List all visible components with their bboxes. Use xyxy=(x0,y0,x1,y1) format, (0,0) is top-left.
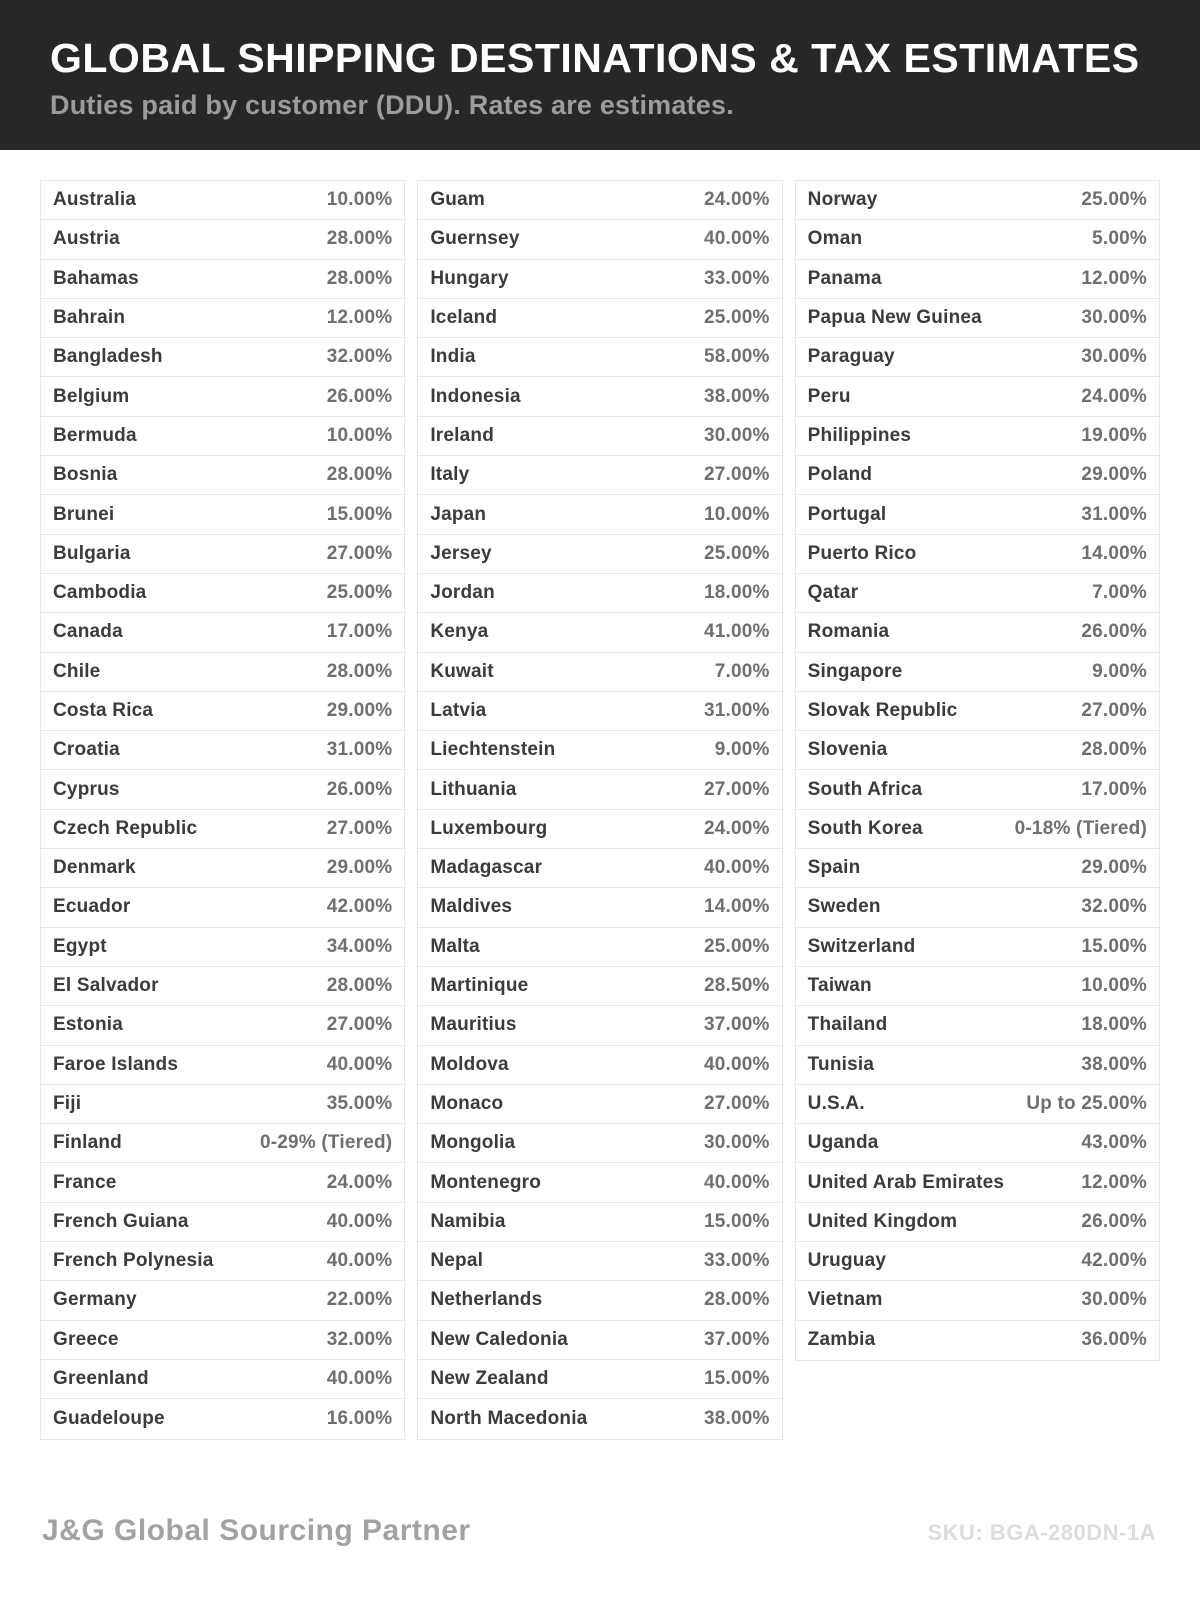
table-row xyxy=(41,260,404,299)
country-name: Jordan xyxy=(430,582,495,604)
country-name: Iceland xyxy=(430,307,498,329)
country-name: South Africa xyxy=(807,778,923,800)
table-row xyxy=(418,1163,781,1202)
tax-rate: 10.00% xyxy=(704,503,770,525)
country-name: Monaco xyxy=(430,1092,504,1114)
country-name: Nepal xyxy=(430,1250,484,1272)
sku-label: SKU: BGA-280DN-1A xyxy=(927,1520,1156,1545)
tax-rate: 15.00% xyxy=(1081,935,1147,957)
country-name: Martinique xyxy=(430,975,529,997)
country-name: Madagascar xyxy=(430,857,543,879)
country-name: India xyxy=(430,346,476,368)
country-name: Singapore xyxy=(807,660,903,682)
tax-rate: 29.00% xyxy=(326,857,393,879)
country-name: Cambodia xyxy=(53,582,147,604)
tax-rate: 10.00% xyxy=(1081,975,1147,997)
country-name: Costa Rica xyxy=(53,700,154,721)
country-name: Brunei xyxy=(53,503,115,525)
table-row xyxy=(418,377,781,416)
country-name: Australia xyxy=(53,189,137,211)
table-row xyxy=(796,928,1159,967)
tax-rate: 0-29% (Tiered) xyxy=(259,1132,393,1154)
country-name: South Korea xyxy=(807,817,923,839)
page-header xyxy=(0,0,1200,150)
table-row xyxy=(418,417,781,456)
table-row xyxy=(41,731,404,770)
country-name: Denmark xyxy=(53,857,136,879)
table-row xyxy=(41,1046,404,1085)
country-name: Germany xyxy=(53,1289,137,1311)
country-name: Tunisia xyxy=(807,1053,875,1075)
table-row xyxy=(418,181,781,220)
tax-rate: 15.00% xyxy=(704,1368,770,1390)
tax-rate: 40.00% xyxy=(326,1210,393,1232)
table-row xyxy=(41,456,404,495)
tax-rate: 30.00% xyxy=(1081,1289,1147,1311)
table-row xyxy=(41,1124,404,1163)
country-name: Czech Republic xyxy=(53,817,198,839)
table-row xyxy=(796,456,1159,495)
table-row xyxy=(418,495,781,534)
tax-rate: 26.00% xyxy=(326,778,393,800)
tax-rate: 31.00% xyxy=(326,739,393,761)
tax-rate: 15.00% xyxy=(326,503,393,525)
table-row xyxy=(41,653,404,692)
page-title: GLOBAL SHIPPING DESTINATIONS & TAX ESTIMATES xyxy=(50,35,1140,81)
country-name: United Arab Emirates xyxy=(807,1171,1005,1193)
tax-rate: 27.00% xyxy=(704,778,770,800)
tax-rate: 35.00% xyxy=(326,1092,393,1114)
tax-rate: 42.00% xyxy=(1081,1250,1147,1272)
tax-rate: 25.00% xyxy=(704,542,770,564)
table-row xyxy=(418,299,781,338)
tax-rate: 27.00% xyxy=(704,1092,770,1114)
table-row xyxy=(41,299,404,338)
country-name: Zambia xyxy=(807,1329,876,1351)
table-row xyxy=(418,888,781,927)
tax-rate: 25.00% xyxy=(704,935,770,957)
table-row xyxy=(418,338,781,377)
country-name: Mongolia xyxy=(430,1132,516,1154)
tax-rate: 40.00% xyxy=(326,1368,393,1390)
tax-rate: 7.00% xyxy=(714,660,770,682)
tax-rate: 29.00% xyxy=(1081,464,1147,486)
tax-rate: 38.00% xyxy=(1081,1053,1147,1075)
tax-rate: 17.00% xyxy=(326,621,393,643)
table-row xyxy=(41,692,404,731)
tax-rate: 12.00% xyxy=(326,307,393,329)
tax-rate: 40.00% xyxy=(704,857,770,879)
tax-rate: 34.00% xyxy=(326,935,393,957)
tax-rate: 29.00% xyxy=(1081,857,1147,879)
country-name: Bahrain xyxy=(53,307,126,329)
table-row xyxy=(41,1203,404,1242)
country-name: Bangladesh xyxy=(53,346,163,368)
table-row xyxy=(796,1124,1159,1163)
country-name: Montenegro xyxy=(430,1171,542,1193)
country-name: Austria xyxy=(53,228,120,250)
country-name: Cyprus xyxy=(53,778,120,800)
country-name: El Salvador xyxy=(53,975,159,997)
tax-rate: 14.00% xyxy=(1081,542,1147,564)
table-row xyxy=(41,495,404,534)
tax-rate: 28.00% xyxy=(704,1289,770,1311)
table-row xyxy=(796,338,1159,377)
table-row xyxy=(418,1203,781,1242)
tax-rate: 28.50% xyxy=(704,975,770,997)
country-name: Guernsey xyxy=(430,228,520,250)
tax-rate: 41.00% xyxy=(704,621,770,643)
country-name: Switzerland xyxy=(807,935,916,957)
brand-name: J&G Global Sourcing Partner xyxy=(42,1514,471,1547)
tax-rate: 31.00% xyxy=(1081,503,1147,525)
tax-rate: 28.00% xyxy=(326,975,393,997)
tax-rate: 40.00% xyxy=(326,1053,393,1075)
tax-rate: 40.00% xyxy=(326,1250,393,1272)
table-row xyxy=(796,810,1159,849)
tax-rate: 26.00% xyxy=(326,385,393,407)
tax-rate: 14.00% xyxy=(704,896,770,918)
country-name: Puerto Rico xyxy=(807,542,917,564)
country-name: Paraguay xyxy=(807,346,895,368)
table-row xyxy=(418,260,781,299)
tax-rate: 27.00% xyxy=(704,464,770,486)
table-row xyxy=(41,810,404,849)
country-name: Kenya xyxy=(430,621,489,643)
country-name: Kuwait xyxy=(430,660,494,682)
country-name: North Macedonia xyxy=(430,1407,588,1429)
table-row xyxy=(418,1006,781,1045)
country-name: Egypt xyxy=(53,935,107,957)
country-name: Slovak Republic xyxy=(807,700,958,721)
tax-rate: 28.00% xyxy=(326,464,393,486)
country-name: United Kingdom xyxy=(807,1210,958,1232)
tax-rate-table xyxy=(40,180,1160,1440)
table-row xyxy=(41,338,404,377)
table-row xyxy=(796,613,1159,652)
country-name: Mauritius xyxy=(430,1014,517,1036)
tax-rate: 36.00% xyxy=(1081,1329,1147,1351)
country-name: Qatar xyxy=(807,582,859,604)
tax-rate: 38.00% xyxy=(704,1407,770,1429)
table-row xyxy=(796,888,1159,927)
tax-rate: 32.00% xyxy=(326,1328,393,1350)
table-row xyxy=(418,1124,781,1163)
tax-rate: 38.00% xyxy=(704,385,770,407)
country-name: New Caledonia xyxy=(430,1328,569,1350)
table-row xyxy=(796,849,1159,888)
tax-rate: 12.00% xyxy=(1081,1171,1147,1193)
table-row xyxy=(41,1006,404,1045)
table-row xyxy=(41,181,404,220)
tax-rate: 27.00% xyxy=(1081,700,1147,721)
tax-rate: 9.00% xyxy=(714,739,770,761)
table-row xyxy=(418,1085,781,1124)
tax-rate: 33.00% xyxy=(704,267,770,289)
country-name: Thailand xyxy=(807,1014,888,1036)
table-row xyxy=(796,1321,1159,1360)
table-row xyxy=(796,967,1159,1006)
table-row xyxy=(41,220,404,259)
country-name: Greece xyxy=(53,1328,119,1350)
tax-rate: 30.00% xyxy=(1081,307,1147,329)
table-row xyxy=(418,967,781,1006)
table-row xyxy=(41,1085,404,1124)
tax-rate: 19.00% xyxy=(1081,424,1147,446)
country-name: Peru xyxy=(807,385,851,407)
table-row xyxy=(796,417,1159,456)
tax-rate: 31.00% xyxy=(704,700,770,721)
table-row xyxy=(41,928,404,967)
country-name: Panama xyxy=(807,267,882,289)
country-name: Portugal xyxy=(807,503,887,525)
country-name: Latvia xyxy=(430,700,487,721)
tax-rate: 5.00% xyxy=(1092,228,1147,250)
table-row xyxy=(418,574,781,613)
tax-rate: 43.00% xyxy=(1081,1132,1147,1154)
table-row xyxy=(418,1399,781,1438)
country-name: Ireland xyxy=(430,424,495,446)
tax-rate: 25.00% xyxy=(326,582,393,604)
table-row xyxy=(41,1399,404,1438)
tax-rate: 32.00% xyxy=(326,346,393,368)
table-row xyxy=(41,1360,404,1399)
tax-rate: 18.00% xyxy=(1081,1014,1147,1036)
country-name: Romania xyxy=(807,621,890,643)
country-name: Fiji xyxy=(53,1092,82,1114)
table-row xyxy=(796,1163,1159,1202)
tax-rate: 37.00% xyxy=(704,1014,770,1036)
tax-rate: 37.00% xyxy=(704,1328,770,1350)
table-row xyxy=(41,1163,404,1202)
tax-rate: Up to 25.00% xyxy=(1026,1092,1147,1114)
page-footer xyxy=(42,1514,1156,1548)
country-name: Taiwan xyxy=(807,975,872,997)
table-row xyxy=(418,1281,781,1320)
tax-rate: 32.00% xyxy=(1081,896,1147,918)
tax-rate: 33.00% xyxy=(704,1250,770,1272)
table-row xyxy=(796,1085,1159,1124)
country-name: Hungary xyxy=(430,267,509,289)
tax-rate: 28.00% xyxy=(326,267,393,289)
table-row xyxy=(796,770,1159,809)
table-row xyxy=(41,1281,404,1320)
tax-rate: 24.00% xyxy=(704,189,770,211)
table-row xyxy=(41,535,404,574)
table-row xyxy=(41,377,404,416)
country-name: Jersey xyxy=(430,542,492,564)
table-row xyxy=(418,535,781,574)
table-column-1 xyxy=(40,180,405,1440)
table-row xyxy=(418,810,781,849)
country-name: Maldives xyxy=(430,896,513,918)
table-row xyxy=(796,260,1159,299)
country-name: Bulgaria xyxy=(53,542,131,564)
table-column-2 xyxy=(417,180,782,1440)
table-row xyxy=(41,967,404,1006)
page-subtitle: Duties paid by customer (DDU). Rates are estimates. xyxy=(50,90,734,121)
table-row xyxy=(418,731,781,770)
tax-rate: 25.00% xyxy=(704,307,770,329)
tax-rate: 28.00% xyxy=(1081,739,1147,761)
country-name: French Polynesia xyxy=(53,1250,214,1272)
table-row xyxy=(418,456,781,495)
tax-rate: 18.00% xyxy=(704,582,770,604)
tax-rate: 28.00% xyxy=(326,660,393,682)
country-name: Vietnam xyxy=(807,1289,883,1311)
country-name: Poland xyxy=(807,464,873,486)
table-row xyxy=(418,613,781,652)
tax-rate: 25.00% xyxy=(1081,189,1147,211)
tax-rate: 10.00% xyxy=(326,424,393,446)
tax-rate: 10.00% xyxy=(326,189,393,211)
country-name: Bahamas xyxy=(53,267,139,289)
country-name: Indonesia xyxy=(430,385,521,407)
country-name: Uruguay xyxy=(807,1250,887,1272)
country-name: Bermuda xyxy=(53,424,137,446)
country-name: Malta xyxy=(430,935,480,957)
country-name: New Zealand xyxy=(430,1368,549,1390)
country-name: Croatia xyxy=(53,739,120,761)
table-row xyxy=(41,417,404,456)
table-row xyxy=(41,770,404,809)
tax-rate: 26.00% xyxy=(1081,1210,1147,1232)
country-name: Philippines xyxy=(807,424,912,446)
country-name: Ecuador xyxy=(53,896,131,918)
country-name: Oman xyxy=(807,228,863,250)
country-name: Bosnia xyxy=(53,464,118,486)
tax-rate: 27.00% xyxy=(326,817,393,839)
table-row xyxy=(796,1006,1159,1045)
country-name: Guam xyxy=(430,189,485,211)
country-name: Spain xyxy=(807,857,861,879)
country-name: Luxembourg xyxy=(430,817,548,839)
tax-rate: 30.00% xyxy=(704,1132,770,1154)
table-row xyxy=(418,1242,781,1281)
country-name: Belgium xyxy=(53,385,130,407)
tax-rate: 16.00% xyxy=(326,1407,393,1429)
tax-rate: 40.00% xyxy=(704,1171,770,1193)
country-name: Estonia xyxy=(53,1014,124,1036)
table-row xyxy=(418,653,781,692)
country-name: Japan xyxy=(430,503,487,525)
table-row xyxy=(796,299,1159,338)
table-row xyxy=(41,1242,404,1281)
country-name: Guadeloupe xyxy=(53,1407,165,1429)
country-name: Greenland xyxy=(53,1368,149,1390)
country-name: Liechtenstein xyxy=(430,739,556,761)
tax-rate: 28.00% xyxy=(326,228,393,250)
table-row xyxy=(796,220,1159,259)
table-row xyxy=(418,770,781,809)
country-name: Lithuania xyxy=(430,778,517,800)
tax-rate: 27.00% xyxy=(326,1014,393,1036)
table-row xyxy=(41,888,404,927)
tax-rate: 17.00% xyxy=(1081,778,1147,800)
country-name: Namibia xyxy=(430,1210,506,1232)
tax-rate: 29.00% xyxy=(326,700,393,721)
tax-rate: 7.00% xyxy=(1092,582,1147,604)
table-row xyxy=(41,1321,404,1360)
table-row xyxy=(796,1046,1159,1085)
tax-rate: 30.00% xyxy=(1081,346,1147,368)
tax-rate: 24.00% xyxy=(1081,385,1147,407)
country-name: Netherlands xyxy=(430,1289,543,1311)
table-row xyxy=(418,1046,781,1085)
table-row xyxy=(418,928,781,967)
country-name: France xyxy=(53,1171,117,1193)
tax-rate: 40.00% xyxy=(704,228,770,250)
country-name: Finland xyxy=(53,1132,122,1154)
table-row xyxy=(796,181,1159,220)
table-row xyxy=(41,849,404,888)
tax-rate: 58.00% xyxy=(704,346,770,368)
table-row xyxy=(796,1281,1159,1320)
table-row xyxy=(418,1360,781,1399)
country-name: U.S.A. xyxy=(807,1092,865,1114)
country-name: Papua New Guinea xyxy=(807,307,982,329)
tax-rate: 26.00% xyxy=(1081,621,1147,643)
tax-rate: 22.00% xyxy=(326,1289,393,1311)
table-row xyxy=(796,535,1159,574)
table-column-3 xyxy=(795,180,1160,1361)
country-name: Canada xyxy=(53,621,123,643)
country-name: Italy xyxy=(430,464,470,486)
table-row xyxy=(418,849,781,888)
table-row xyxy=(796,377,1159,416)
country-name: Moldova xyxy=(430,1053,509,1075)
tax-rate: 15.00% xyxy=(704,1210,770,1232)
table-row xyxy=(418,692,781,731)
country-name: Uganda xyxy=(807,1132,879,1154)
table-row xyxy=(41,574,404,613)
table-row xyxy=(796,731,1159,770)
tax-rate: 9.00% xyxy=(1092,660,1147,682)
tax-rate: 24.00% xyxy=(326,1171,393,1193)
tax-rate: 40.00% xyxy=(704,1053,770,1075)
country-name: Slovenia xyxy=(807,739,888,761)
tax-rate: 27.00% xyxy=(326,542,393,564)
table-row xyxy=(418,220,781,259)
country-name: Faroe Islands xyxy=(53,1053,179,1075)
tax-rate: 42.00% xyxy=(326,896,393,918)
table-row xyxy=(796,692,1159,731)
tax-rate: 24.00% xyxy=(704,817,770,839)
country-name: Norway xyxy=(807,189,878,211)
table-row xyxy=(796,1203,1159,1242)
table-row xyxy=(796,495,1159,534)
table-row xyxy=(796,1242,1159,1281)
table-row xyxy=(418,1321,781,1360)
country-name: Chile xyxy=(53,660,101,682)
tax-rate: 12.00% xyxy=(1081,267,1147,289)
table-row xyxy=(41,613,404,652)
country-name: French Guiana xyxy=(53,1210,189,1232)
country-name: Sweden xyxy=(807,896,881,918)
tax-rate: 30.00% xyxy=(704,424,770,446)
table-row xyxy=(796,653,1159,692)
tax-rate: 0-18% (Tiered) xyxy=(1014,817,1147,839)
table-row xyxy=(796,574,1159,613)
